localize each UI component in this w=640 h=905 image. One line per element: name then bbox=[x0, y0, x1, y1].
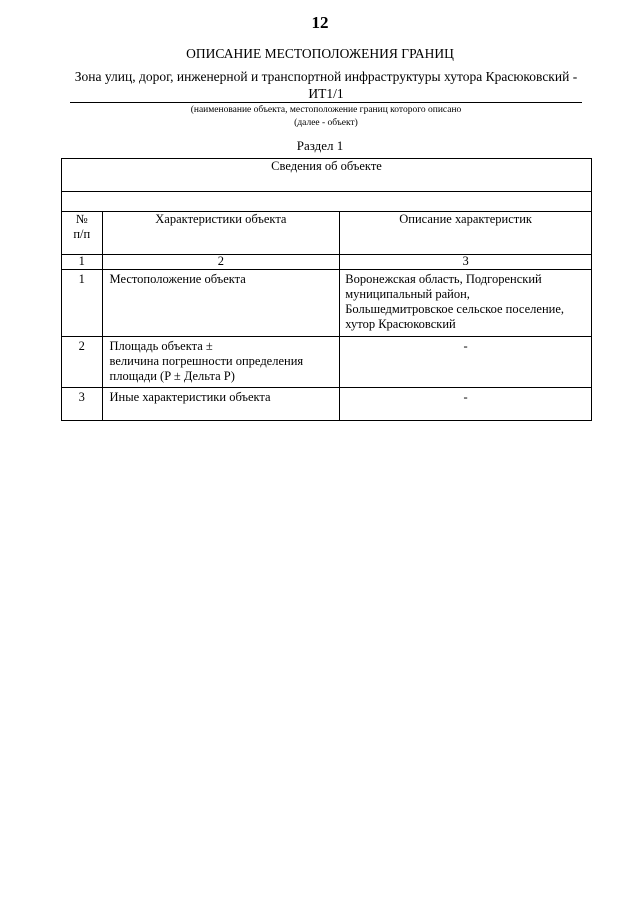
row-characteristic bbox=[102, 388, 340, 421]
section-title: Раздел 1 bbox=[296, 138, 344, 153]
row-description bbox=[340, 270, 592, 337]
row-characteristic bbox=[102, 270, 340, 337]
table-header-row bbox=[62, 212, 592, 255]
cell-line: хутор Красюковский bbox=[345, 317, 456, 331]
header-num-line: № bbox=[75, 212, 88, 226]
cell-line: Местоположение объекта bbox=[109, 272, 246, 286]
object-caption bbox=[70, 104, 582, 129]
header-description: Описание характеристик bbox=[340, 212, 592, 255]
header-num bbox=[62, 212, 103, 255]
document-title: ОПИСАНИЕ МЕСТОПОЛОЖЕНИЯ ГРАНИЦ bbox=[186, 46, 454, 61]
cell-line: Иные характеристики объекта bbox=[109, 390, 271, 404]
cell-line: площади (P ± Дельта P) bbox=[109, 369, 235, 383]
object-name-line: Зона улиц, дорог, инженерной и транспортной инфраструктуры хутора Красюковский - bbox=[74, 69, 578, 84]
table-row bbox=[62, 388, 592, 421]
row-num: 1 bbox=[62, 270, 103, 337]
table-empty-row bbox=[62, 192, 592, 212]
table-empty-cell bbox=[62, 192, 592, 212]
object-info-table bbox=[61, 158, 592, 421]
column-number: 1 bbox=[62, 255, 103, 270]
column-numbers-row bbox=[62, 255, 592, 270]
cell-line: - bbox=[463, 339, 468, 353]
object-name-underline bbox=[70, 102, 582, 103]
cell-line: муниципальный район, bbox=[345, 287, 470, 301]
cell-line: Площадь объекта ± bbox=[109, 339, 213, 353]
table-title: Сведения об объекте bbox=[62, 159, 592, 192]
cell-line: величина погрешности определения bbox=[109, 354, 304, 368]
header-characteristics: Характеристики объекта bbox=[102, 212, 340, 255]
caption-line: (далее - объект) bbox=[294, 117, 358, 128]
row-num: 3 bbox=[62, 388, 103, 421]
page-number: 12 bbox=[311, 13, 329, 32]
caption-line: (наименование объекта, местоположение границ которого описано bbox=[190, 105, 462, 115]
header-num-line: п/п bbox=[73, 227, 91, 241]
cell-line: Воронежская область, Подгоренский bbox=[345, 272, 542, 286]
object-name bbox=[70, 68, 582, 102]
column-number: 2 bbox=[102, 255, 340, 270]
object-name-line: ИТ1/1 bbox=[308, 86, 344, 101]
cell-line: - bbox=[463, 390, 468, 404]
column-number: 3 bbox=[340, 255, 592, 270]
row-characteristic bbox=[102, 337, 340, 388]
table-row bbox=[62, 337, 592, 388]
cell-line: Большедмитровское сельское поселение, bbox=[345, 302, 565, 316]
table-title-row bbox=[62, 159, 592, 192]
row-num: 2 bbox=[62, 337, 103, 388]
row-description bbox=[340, 388, 592, 421]
row-description bbox=[340, 337, 592, 388]
table-row bbox=[62, 270, 592, 337]
